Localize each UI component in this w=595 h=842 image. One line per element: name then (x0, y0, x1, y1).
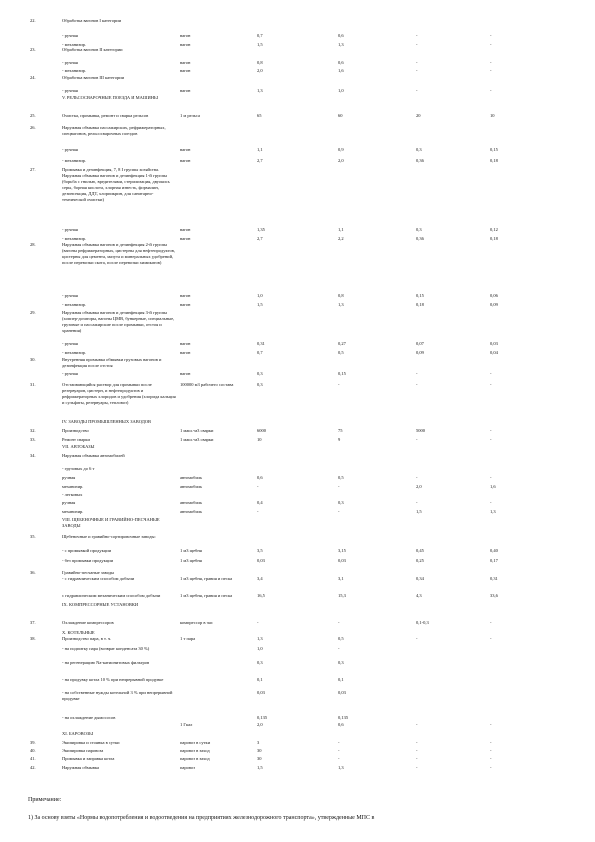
cell-d: - (490, 475, 492, 480)
cell-d: 0,15 (490, 147, 498, 152)
cell-a: 0,1 (257, 677, 263, 682)
cell-d: - (490, 765, 492, 770)
cell-d: 0,18 (490, 158, 498, 163)
cell-d: 1,3 (490, 509, 496, 514)
cell-b: 0,3 (338, 500, 344, 505)
cell-c: - (416, 722, 418, 727)
cell-b: 1,1 (338, 227, 344, 232)
cell-name: Внутренняя промывка обмывки грузовых вагонов и дезинфекция после отстоя (62, 357, 162, 368)
cell-name: X. КОТЕЛЬНЫЕ (62, 630, 95, 635)
cell-c: - (416, 60, 418, 65)
cell-c: 0,09 (416, 350, 424, 355)
cell-c: - (416, 42, 418, 47)
cell-unit: 1 маш.-м3 сварки (180, 437, 214, 442)
cell-d: 0,03 (490, 341, 498, 346)
cell-name: - на охлаждение дымососов (62, 715, 116, 720)
cell-name: - с гидравлическим способом добычи (62, 576, 135, 581)
cell-c: - (416, 636, 418, 641)
cell-name: Промывка и дезинфекция, 7, 8 I группы хозяйства. Наружная обмывка вагонов и дезинфекция 1-й группы (борьба с гнилью, вредителями, стерилизация, двуокись серы, борная кислота, хлорная известь, формалин, дезинсекция, ДДТ, хлорпикрин, для санитарно-технической очистки) (62, 167, 170, 202)
cell-name: - механизир. (62, 68, 86, 73)
cell-b: 0,27 (338, 341, 346, 346)
cell-a: 30 (257, 756, 262, 761)
cell-unit: вагон (180, 227, 191, 232)
cell-name: Экипировка паровоза (62, 748, 104, 753)
cell-b: 75 (338, 428, 343, 433)
cell-unit: вагон (180, 371, 191, 376)
cell-d: - (490, 88, 492, 93)
cell-c: 0,34 (416, 576, 424, 581)
cell-c: - (416, 740, 418, 745)
cell-c: - (416, 68, 418, 73)
cell-a: 0,7 (257, 33, 263, 38)
cell-name: - на регенерацию Na-катионитовых фильтров (62, 660, 150, 665)
cell-d: - (490, 636, 492, 641)
cell-num: 31. (30, 382, 36, 387)
cell-b: - (338, 646, 340, 651)
cell-name: - ручная (62, 147, 78, 152)
cell-b: 0,9 (338, 147, 344, 152)
cell-name: - на продувку котла 10 % при непрерывной продувке (62, 677, 164, 682)
cell-name: ручная (62, 500, 76, 505)
cell-c: 2,0 (416, 484, 422, 489)
cell-name: механизир. (62, 484, 84, 489)
cell-d: 0,18 (490, 236, 498, 241)
cell-d: - (490, 42, 492, 47)
cell-name: Обработка вагонов II категории (62, 47, 123, 52)
cell-name: - механизир. (62, 350, 86, 355)
cell-unit: паровоз в заход (180, 748, 210, 753)
cell-d: - (490, 33, 492, 38)
cell-num: 34. (30, 453, 36, 458)
cell-b: 0,5 (338, 475, 344, 480)
cell-name: Наружная обмывка вагонов и дезинфекция 2-й группы (вагоны рефрижераторных, цистерны для нефтепродуктов, цистерны для цемента, мазута и минеральных удобрений, после перевозки скота, после перевозки химикатов) (62, 242, 176, 265)
cell-c: 5000 (416, 428, 425, 433)
cell-c: 4,3 (416, 593, 422, 598)
cell-a: 0,3 (257, 660, 263, 665)
cell-name: Наружная обмывка (62, 765, 99, 770)
cell-name: VII. АВТОБАЗЫ (62, 444, 95, 449)
cell-c: 1,5 (416, 509, 422, 514)
cell-a: 65 (257, 113, 262, 118)
cell-unit: паровоз в заход (180, 756, 210, 761)
cell-c: - (416, 756, 418, 761)
cell-b: - (338, 756, 340, 761)
cell-b: 60 (338, 113, 343, 118)
cell-b: 0,8 (338, 293, 344, 298)
cell-num: 27. (30, 167, 36, 172)
notes-title: Примечание: (28, 797, 62, 803)
cell-unit: 1 м3 щебня (180, 548, 202, 553)
cell-c: - (416, 765, 418, 770)
cell-name: Обработка вагонов I категории (62, 18, 122, 23)
cell-b: 1,3 (338, 42, 344, 47)
cell-c: - (416, 500, 418, 505)
cell-name: - легковых (62, 492, 83, 497)
cell-unit: вагон (180, 350, 191, 355)
cell-a: 30 (257, 748, 262, 753)
cell-b: 0,6 (338, 722, 344, 727)
cell-d: 0,12 (490, 227, 498, 232)
cell-b: 1,3 (338, 765, 344, 770)
cell-a: 2,7 (257, 158, 263, 163)
cell-d: - (490, 68, 492, 73)
cell-name: - механизир. (62, 42, 86, 47)
cell-num: 26. (30, 125, 36, 130)
cell-num: 35. (30, 534, 36, 539)
cell-num: 41. (30, 756, 36, 761)
cell-c: 20 (416, 113, 421, 118)
cell-b: - (338, 740, 340, 745)
cell-name: Охлаждение компрессоров (62, 620, 114, 625)
cell-b: 0,1 (338, 677, 344, 682)
cell-c: 0,1-0,3 (416, 620, 429, 625)
cell-a: 0,135 (257, 715, 268, 720)
cell-num: 42. (30, 765, 36, 770)
cell-unit: вагон (180, 68, 191, 73)
cell-name: Наружная обмывка пассажирских, рефрижераторных, спецвагонов, рельсосварочных поездов (62, 125, 166, 136)
cell-a: 2,7 (257, 236, 263, 241)
cell-name: Обработка вагонов III категории (62, 75, 125, 80)
cell-name: - ручная (62, 341, 78, 346)
cell-b: 1,6 (338, 68, 344, 73)
cell-a: 3 (257, 740, 260, 745)
cell-d: - (490, 428, 492, 433)
cell-name: Щебеночные и гравийно-сортировочные заводы: (62, 534, 156, 539)
cell-unit: вагон (180, 60, 191, 65)
cell-c: 0,3 (416, 227, 422, 232)
cell-unit: вагон (180, 42, 191, 47)
cell-d: - (490, 60, 492, 65)
cell-num: 32. (30, 428, 36, 433)
cell-name: V. РЕЛЬСОСВАРОЧНЫЕ ПОЕЗДА И МАШИНЫ (62, 95, 158, 100)
cell-name: - ручная (62, 88, 78, 93)
cell-name: ручная (62, 475, 76, 480)
cell-name: Производство пара, в т. ч. (62, 636, 112, 641)
cell-a: 0,3 (257, 382, 263, 387)
cell-name: - грузовых до 6 т (62, 466, 95, 471)
cell-d: - (490, 620, 492, 625)
cell-name: IV. ЗАВОДЫ ПРОМЫШЛЕННЫХ ЗАВОДОВ (62, 419, 152, 424)
cell-d: - (490, 756, 492, 761)
cell-a: 6000 (257, 428, 266, 433)
cell-name: Производство (62, 428, 89, 433)
cell-a: - (257, 509, 259, 514)
cell-name: - ручная (62, 60, 78, 65)
cell-name: - ручная (62, 33, 78, 38)
cell-b: 0,3 (338, 660, 344, 665)
cell-d: 1,6 (490, 484, 496, 489)
cell-b: - (338, 748, 340, 753)
cell-c: - (416, 371, 418, 376)
cell-b: 2,0 (338, 158, 344, 163)
cell-name: Наружная обмывка автомобилей (62, 453, 125, 458)
cell-b: - (338, 484, 340, 489)
cell-unit: 1 маш.-м3 сварки (180, 428, 214, 433)
cell-a: 0,4 (257, 500, 263, 505)
cell-unit: вагон (180, 147, 191, 152)
cell-unit: вагон (180, 88, 191, 93)
cell-b: 1,3 (338, 302, 344, 307)
cell-c: - (416, 33, 418, 38)
cell-name: Промывка и заправка котла (62, 756, 115, 761)
cell-d: 0,31 (490, 576, 498, 581)
cell-d: 33,6 (490, 593, 498, 598)
cell-b: 0,6 (338, 33, 344, 38)
cell-d: - (490, 371, 492, 376)
cell-a: 0,7 (257, 350, 263, 355)
cell-a: 0,03 (257, 690, 265, 695)
cell-unit: компрессор в час (180, 620, 213, 625)
cell-unit: 1 м3 щебня (180, 558, 202, 563)
cell-name: VIII. ЩЕБЕНОЧНЫЕ И ГРАВИЙНО-ПЕСЧАНЫЕ ЗАВОДЫ (62, 517, 160, 528)
cell-name: - с промывкой продукции (62, 548, 112, 553)
cell-c: 0,18 (416, 302, 424, 307)
cell-d: - (490, 437, 492, 442)
cell-a: 1,5 (257, 302, 263, 307)
cell-d: - (490, 500, 492, 505)
cell-unit: 1 м3 щебня, гравия и песка (180, 593, 233, 598)
cell-num: 28. (30, 242, 36, 247)
notes-text: 1) За основу взяты «Нормы водопотребления и водоотведения на предприятиях железнодорожного транспорта», утвержденные МПС в (28, 815, 375, 821)
cell-name: Экипировка и стоянка в сутки (62, 740, 120, 745)
cell-unit: паровоз в сутки (180, 740, 211, 745)
cell-name: - ручная (62, 293, 78, 298)
cell-name: IX. КОМПРЕССОРНЫЕ УСТАНОВКИ (62, 602, 139, 607)
cell-unit: 1 м рельса (180, 113, 200, 118)
cell-b: 15,3 (338, 593, 346, 598)
cell-c: 0,36 (416, 236, 424, 241)
cell-num: 39. (30, 740, 36, 745)
cell-a: - (257, 484, 259, 489)
cell-a: 1,0 (257, 293, 263, 298)
cell-c: - (416, 437, 418, 442)
cell-num: 36. (30, 570, 36, 575)
cell-d: - (490, 722, 492, 727)
cell-b: 0,03 (338, 690, 346, 695)
cell-name: - ручная (62, 227, 78, 232)
cell-d: - (490, 740, 492, 745)
cell-d: 0,40 (490, 548, 498, 553)
cell-b: 0,6 (338, 60, 344, 65)
cell-d: 0,09 (490, 302, 498, 307)
cell-b: 0,135 (338, 715, 349, 720)
cell-b: 0,15 (338, 371, 346, 376)
cell-name: Очистка, промывка, ремонт и сварка рельсов (62, 113, 149, 118)
cell-unit: вагон (180, 341, 191, 346)
cell-b: 0,5 (338, 636, 344, 641)
cell-name: Ремонт сварки (62, 437, 90, 442)
cell-a: 10 (257, 437, 262, 442)
cell-name: с гидравлическим механическим способом добычи (62, 593, 161, 598)
cell-unit: паровоз (180, 765, 196, 770)
cell-b: 9 (338, 437, 341, 442)
cell-b: 1,0 (338, 88, 344, 93)
cell-c: 0,36 (416, 158, 424, 163)
cell-d: 0,17 (490, 558, 498, 563)
cell-c: - (416, 88, 418, 93)
cell-a: 1,5 (257, 42, 263, 47)
cell-c: - (416, 475, 418, 480)
cell-a: 0,31 (257, 341, 265, 346)
cell-num: 29. (30, 310, 36, 315)
cell-num: 30. (30, 357, 36, 362)
cell-a: 1,0 (257, 646, 263, 651)
cell-a: 0,3 (257, 371, 263, 376)
cell-name: Отстаивающийся раствор для промывки после резервуаров, цистерн, и нефтепродуктов и рефрижераторных хлоридов и удобрения (хлорида кальция и сульфаты, резервуары, тепловоз) (62, 382, 176, 405)
cell-c: - (416, 382, 418, 387)
cell-unit: автомобиль (180, 484, 203, 489)
cell-num: 23. (30, 47, 36, 52)
cell-name: Гравийно-песчаные заводы (62, 570, 115, 575)
cell-a: 1,1 (257, 147, 263, 152)
cell-d: 0,06 (490, 293, 498, 298)
cell-name: - на подпитку пара (возврат конденсата 30 %) (62, 646, 150, 651)
cell-b: 0,5 (338, 350, 344, 355)
cell-c: 0,15 (416, 293, 424, 298)
cell-a: 3,5 (257, 548, 263, 553)
cell-a: 1,5 (257, 765, 263, 770)
cell-c: - (416, 748, 418, 753)
cell-unit: 100000 м3 рабочего состава (180, 382, 234, 387)
cell-name: - ручная (62, 371, 78, 376)
cell-unit: вагон (180, 33, 191, 38)
cell-num: 25. (30, 113, 36, 118)
cell-d: - (490, 382, 492, 387)
cell-name: - без промывки продукции (62, 558, 114, 563)
cell-a: 16,5 (257, 593, 265, 598)
cell-unit: автомобиль (180, 475, 203, 480)
cell-a: 0,03 (257, 558, 265, 563)
cell-c: 0,45 (416, 548, 424, 553)
cell-unit: вагон (180, 236, 191, 241)
cell-c: 0,07 (416, 341, 424, 346)
cell-b: 2,2 (338, 236, 344, 241)
cell-name: - механизир. (62, 302, 86, 307)
cell-b: - (338, 509, 340, 514)
cell-unit: 1 Гкал (180, 722, 193, 727)
cell-c: 0,3 (416, 147, 422, 152)
cell-b: 3,15 (338, 548, 346, 553)
cell-unit: вагон (180, 158, 191, 163)
cell-unit: 1 м3 щебня, гравия и песка (180, 576, 233, 581)
cell-num: 38. (30, 636, 36, 641)
cell-a: 1,35 (257, 227, 265, 232)
cell-d: - (490, 748, 492, 753)
cell-a: 0,8 (257, 60, 263, 65)
cell-num: 22. (30, 18, 36, 23)
cell-a: - (257, 620, 259, 625)
cell-name: XI. БАРОВОЗЫ (62, 731, 94, 736)
cell-unit: автомобиль (180, 500, 203, 505)
cell-b: - (338, 382, 340, 387)
cell-name: - на собственные нужды котельной 3 % при непрерывной продувке (62, 690, 173, 701)
cell-d: 10 (490, 113, 495, 118)
cell-name: механизир. (62, 509, 84, 514)
cell-num: 40. (30, 748, 36, 753)
cell-unit: вагон (180, 302, 191, 307)
cell-b: - (338, 620, 340, 625)
cell-a: 0,6 (257, 475, 263, 480)
cell-num: 33. (30, 437, 36, 442)
cell-unit: автомобиль (180, 509, 203, 514)
cell-name: - механизир. (62, 158, 86, 163)
cell-a: 1,3 (257, 88, 263, 93)
cell-num: 24. (30, 75, 36, 80)
cell-b: 0,03 (338, 558, 346, 563)
cell-unit: 1 т пара (180, 636, 196, 641)
cell-num: 37. (30, 620, 36, 625)
cell-a: 1,3 (257, 636, 263, 641)
cell-a: 2,0 (257, 722, 263, 727)
cell-name: - механизир. (62, 236, 86, 241)
cell-b: 3,1 (338, 576, 344, 581)
cell-name: Наружная обмывка вагонов и дезинфекция 3-й группы (хоппер-дозаторы, вагоны ЦМВ, бункерные, специальные, грузовые и пассажирские после промывки, отстоя и хранения) (62, 310, 175, 333)
cell-a: 2,0 (257, 68, 263, 73)
cell-c: 0,25 (416, 558, 424, 563)
cell-d: 0,04 (490, 350, 498, 355)
cell-a: 3,4 (257, 576, 263, 581)
cell-unit: вагон (180, 293, 191, 298)
